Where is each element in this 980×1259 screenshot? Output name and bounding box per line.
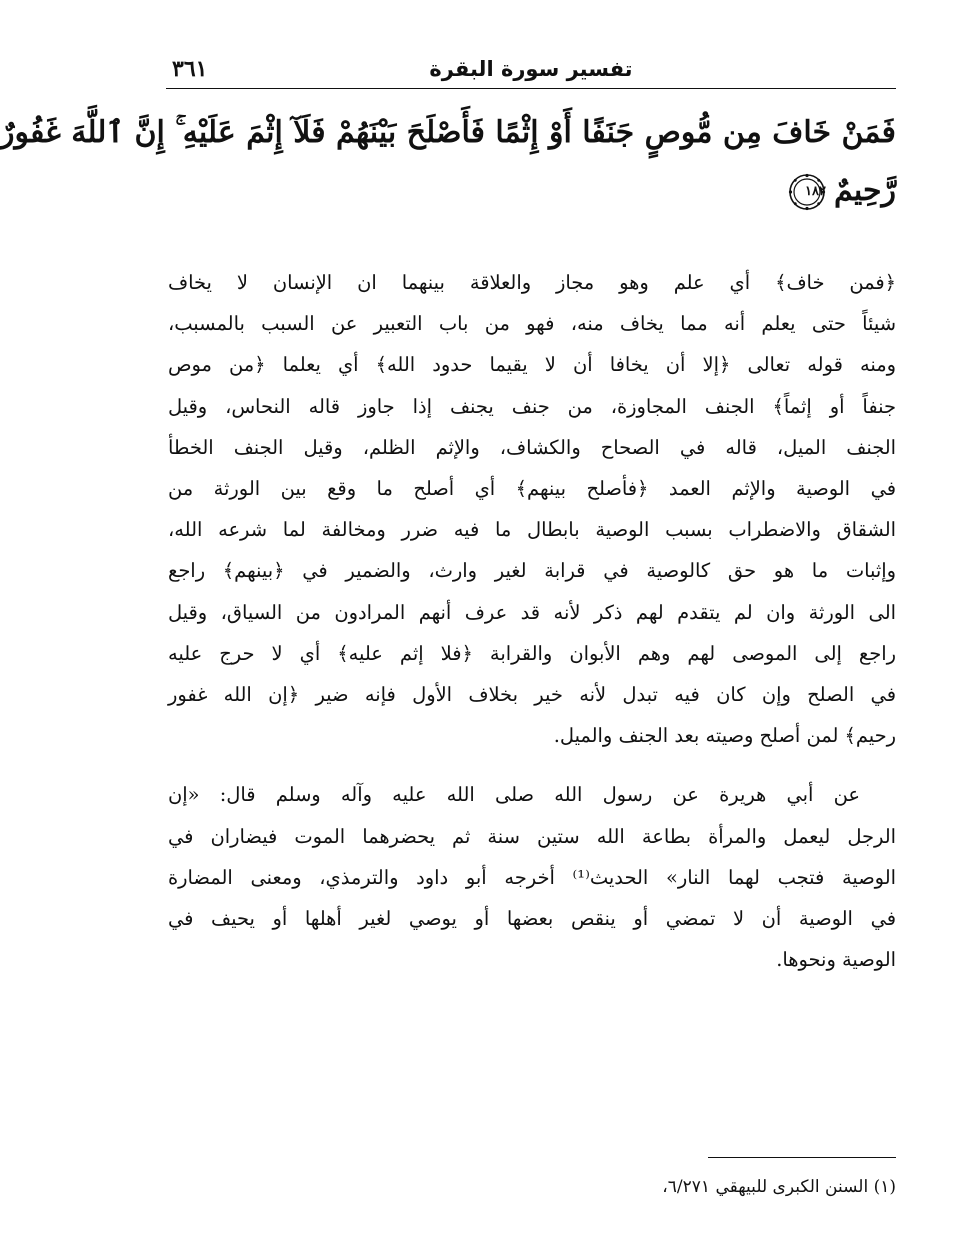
text-line: ﴿فمن خاف﴾ أي علم وهو مجاز والعلاقة بينهما ان الإنسان لا يخاف [168,271,896,294]
text-line: الوصية فتجب لهما النار» الحديث⁽¹⁾ أخرجه أبو داود والترمذي، ومعنى المضارة [168,865,896,889]
text-line: الى الورثة وان لم يتقدم لهم ذكر لأنه قد عرف أنهم المرادون من السياق، وقيل [168,600,896,624]
running-title: تفسير سورة البقرة [429,57,633,81]
quran-verse [0,104,896,234]
text-line: وإثبات ما هو حق كالوصية في قرابة لغير وارث، والضمير في ﴿بينهم﴾ راجع [168,559,896,583]
verse-line-2 [168,162,896,220]
text-line: في الصلح وإن كان فيه تبدل لأنه خير بخلاف الأول فإنه ضير ﴿إن الله غفور [168,683,896,707]
text-line: في الوصية أن لا تمضي أو ينقص بعضها أو يوصي لغير أهلها أو يحيف في [168,907,896,931]
footnote-separator [708,1157,896,1158]
ayah-end-marker-icon [788,173,826,211]
header-rule [166,88,896,89]
text-line: الوصية ونحوها. [776,948,896,972]
footnote: (١) السنن الكبرى للبيهقي ٦/٢٧١، [662,1177,896,1197]
text-line: جنفاً أو إثماً﴾ الجنف المجاوزة، من جنف يجنف إذا جاوز قاله النحاس، وقيل [168,394,896,418]
text-line: رحيم﴾ لمن أصلح وصيته بعد الجنف والميل. [553,724,896,748]
text-line: ومنه قوله تعالى ﴿إلا أن يخافا أن لا يقيما حدود الله﴾ أي يعلما ﴿من موص [168,353,896,377]
text-line: في الوصية والإثم العمد ﴿فأصلح بينهم﴾ أي أصلح ما وقع بين الورثة من [168,477,896,501]
text-line: الشقاق والاضطراب بسبب الوصية بابطال ما فيه ضرر ومخالفة لما شرعه الله، [168,518,896,542]
verse-line-2-text: رَّحِيمٌ [833,173,896,208]
verse-line-1: فَمَنْ خَافَ مِن مُّوصٍ جَنَفًا أَوْ إِثْمًا فَأَصْلَحَ بَيْنَهُمْ فَلَآ إِثْمَ عَلَيْهِ ۚ إِنَّ ٱللَّهَ غَفُورٌ [0,115,896,150]
text-line: عن أبي هريرة عن رسول الله صلى الله عليه وآله وسلم قال: «إن [168,783,860,807]
text-line: الجنف الميل، قاله في الصحاح والكشاف، والإثم الظلم، وقيل الجنف الخطأ [168,435,896,459]
page-number: ٣٦١ [172,56,208,82]
text-line: شيئاً حتى يعلم أنه مما يخاف منه، فهو من باب التعبير عن السبب بالمسبب، [168,312,896,336]
text-line: الرجل ليعمل والمرأة بطاعة الله ستين سنة ثم يحضرهما الموت فيضاران في [168,824,896,848]
page-header [166,54,896,88]
commentary-paragraph-1 [168,262,896,756]
ayah-number: ١٨٢ [804,184,826,199]
text-line: راجع إلى الموصى لهم وهم الأبوان والقرابة ﴿فلا إثم عليه﴾ أي لا حرج عليه [168,641,896,665]
commentary-paragraph-2 [168,774,896,980]
commentary-body [168,262,896,980]
